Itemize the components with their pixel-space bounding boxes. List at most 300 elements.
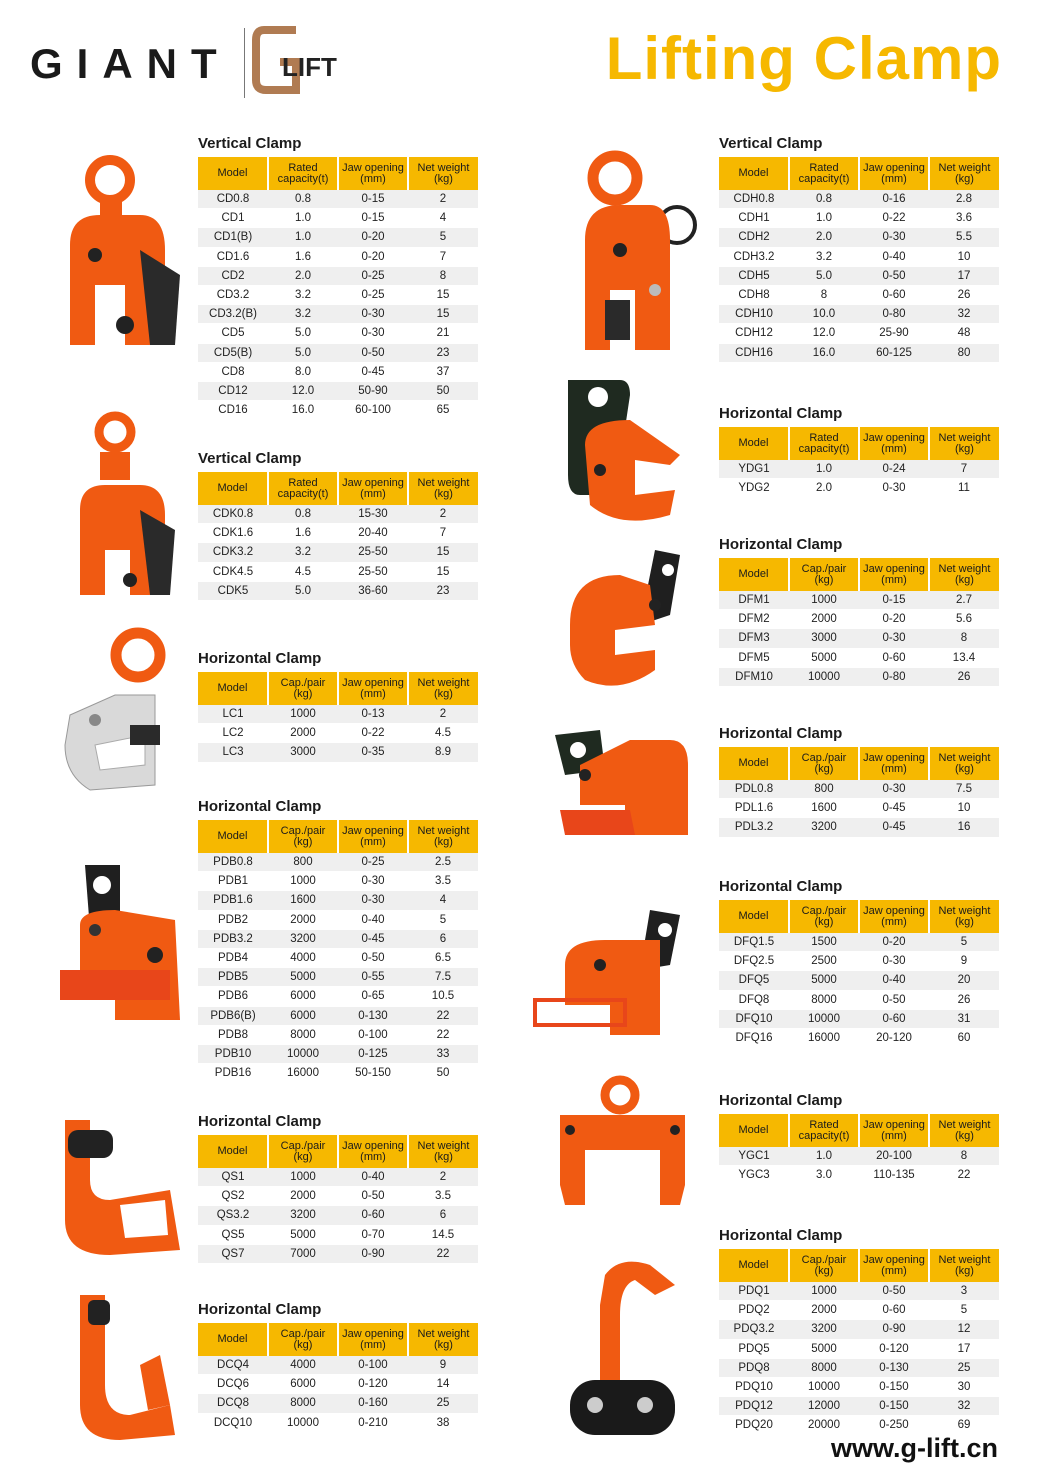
table-cell: 3.5: [408, 872, 478, 891]
table-cell: 6: [408, 1206, 478, 1225]
clamp-ygc-image: [550, 1075, 695, 1210]
table-cell: CD16: [198, 401, 268, 420]
table-cell: DFQ10: [719, 1009, 789, 1028]
table-cell: 3.5: [408, 1187, 478, 1206]
table-row: [198, 743, 478, 762]
table-cell: DCQ6: [198, 1375, 268, 1394]
table-cell: DCQ10: [198, 1413, 268, 1432]
table-cell: QS7: [198, 1244, 268, 1263]
section-lc: [198, 650, 478, 763]
column-header: Rated capacity(t): [789, 157, 859, 190]
column-header: Net weight (kg): [929, 427, 999, 460]
table-header-row: [198, 472, 478, 505]
spec-table: [719, 1114, 999, 1185]
table-cell: 16: [929, 818, 999, 837]
table-cell: CDH3.2: [719, 247, 789, 266]
table-cell: 0-50: [338, 343, 408, 362]
table-cell: LC1: [198, 705, 268, 724]
column-header: Jaw opening (mm): [859, 1249, 929, 1282]
section-dcq: [198, 1301, 478, 1433]
table-cell: 65: [408, 401, 478, 420]
table-cell: 22: [929, 1166, 999, 1185]
clamp-dcq-image: [70, 1285, 185, 1445]
column-header: Model: [719, 1114, 789, 1147]
table-cell: DFM3: [719, 629, 789, 648]
table-row: [719, 324, 999, 343]
table-cell: PDB6(B): [198, 1006, 268, 1025]
table-cell: 0-50: [859, 1282, 929, 1301]
table-cell: 20-120: [859, 1028, 929, 1047]
table-cell: 32: [929, 1397, 999, 1416]
table-cell: 0-24: [859, 460, 929, 479]
table-cell: QS3.2: [198, 1206, 268, 1225]
table-row: [719, 343, 999, 362]
table-cell: CDH12: [719, 324, 789, 343]
table-cell: 2.0: [789, 228, 859, 247]
table-row: [198, 1356, 478, 1375]
table-cell: 16.0: [789, 343, 859, 362]
table-cell: PDL3.2: [719, 818, 789, 837]
table-row: [719, 285, 999, 304]
table-row: [719, 818, 999, 837]
table-cell: 3.2: [789, 247, 859, 266]
column-header: Rated capacity(t): [268, 157, 338, 190]
table-cell: 4: [408, 209, 478, 228]
table-cell: 1.0: [789, 209, 859, 228]
table-cell: PDB4: [198, 948, 268, 967]
table-row: [198, 1413, 478, 1432]
table-cell: 6000: [268, 1006, 338, 1025]
table-cell: 23: [408, 343, 478, 362]
section-title: Horizontal Clamp: [198, 650, 322, 667]
table-cell: 3200: [789, 1320, 859, 1339]
table-cell: 32: [929, 305, 999, 324]
table-row: [198, 505, 478, 524]
table-row: [198, 247, 478, 266]
column-header: Net weight (kg): [929, 558, 999, 591]
table-cell: 0-65: [338, 987, 408, 1006]
table-cell: 2: [408, 705, 478, 724]
column-header: Cap./pair (kg): [268, 1323, 338, 1356]
table-cell: 21: [408, 324, 478, 343]
column-header: Net weight (kg): [408, 157, 478, 190]
table-cell: CD5: [198, 324, 268, 343]
table-cell: 9: [929, 952, 999, 971]
table-cell: 25-50: [338, 562, 408, 581]
spec-table: [719, 900, 999, 1048]
table-cell: 0.8: [789, 190, 859, 209]
column-header: Model: [719, 747, 789, 780]
table-cell: 2: [408, 1168, 478, 1187]
table-cell: 8: [408, 266, 478, 285]
table-cell: 0-30: [338, 305, 408, 324]
table-header-row: [719, 747, 999, 780]
table-row: [198, 1044, 478, 1063]
table-cell: PDB2: [198, 910, 268, 929]
table-cell: 60-100: [338, 401, 408, 420]
table-cell: 0-70: [338, 1225, 408, 1244]
column-header: Net weight (kg): [408, 1323, 478, 1356]
table-row: [198, 1187, 478, 1206]
table-cell: 7: [408, 247, 478, 266]
spec-table: [198, 1135, 478, 1264]
table-cell: 3200: [268, 1206, 338, 1225]
table-cell: DFQ8: [719, 990, 789, 1009]
table-row: [198, 910, 478, 929]
column-header: Rated capacity(t): [268, 472, 338, 505]
table-row: [719, 305, 999, 324]
spec-table: [198, 820, 478, 1083]
table-row: [198, 968, 478, 987]
table-cell: 5: [929, 1301, 999, 1320]
table-cell: 4000: [268, 948, 338, 967]
table-cell: 0-25: [338, 266, 408, 285]
table-cell: 15: [408, 543, 478, 562]
table-cell: 0-50: [338, 1187, 408, 1206]
table-row: [198, 987, 478, 1006]
table-cell: CD1.6: [198, 247, 268, 266]
table-header-row: [198, 820, 478, 853]
table-cell: PDB1.6: [198, 891, 268, 910]
table-cell: 25: [929, 1358, 999, 1377]
table-cell: 0.8: [268, 190, 338, 209]
column-header: Jaw opening (mm): [859, 558, 929, 591]
clamp-pdq-image: [560, 1255, 690, 1445]
table-cell: PDQ3.2: [719, 1320, 789, 1339]
table-cell: 2500: [789, 952, 859, 971]
table-cell: 2000: [268, 1187, 338, 1206]
spec-table: [719, 427, 999, 498]
table-row: [198, 524, 478, 543]
table-cell: PDB8: [198, 1025, 268, 1044]
table-cell: 15: [408, 285, 478, 304]
table-cell: 1000: [789, 591, 859, 610]
clamp-dfm-image: [560, 545, 695, 695]
table-cell: PDL1.6: [719, 799, 789, 818]
table-cell: 0-22: [338, 724, 408, 743]
column-header: Net weight (kg): [929, 747, 999, 780]
table-row: [719, 1377, 999, 1396]
table-cell: 800: [268, 853, 338, 872]
table-cell: 8000: [789, 1358, 859, 1377]
table-row: [198, 1064, 478, 1083]
table-cell: 8.0: [268, 362, 338, 381]
column-header: Cap./pair (kg): [268, 672, 338, 705]
table-row: [198, 1206, 478, 1225]
table-cell: 1000: [268, 872, 338, 891]
table-cell: CDH2: [719, 228, 789, 247]
table-cell: 0-20: [859, 933, 929, 952]
column-header: Model: [198, 820, 268, 853]
table-header-row: [719, 427, 999, 460]
table-cell: 8: [929, 1147, 999, 1166]
column-header: Net weight (kg): [929, 157, 999, 190]
table-row: [719, 190, 999, 209]
website-url: www.g-lift.cn: [831, 1433, 998, 1463]
table-cell: 2000: [789, 610, 859, 629]
table-cell: 15: [408, 305, 478, 324]
table-cell: DFM2: [719, 610, 789, 629]
column-header: Jaw opening (mm): [338, 1323, 408, 1356]
column-header: Jaw opening (mm): [338, 157, 408, 190]
table-row: [198, 190, 478, 209]
table-cell: 0-30: [859, 780, 929, 799]
table-cell: DFQ16: [719, 1028, 789, 1047]
table-cell: 0-130: [859, 1358, 929, 1377]
table-row: [719, 610, 999, 629]
table-cell: 6000: [268, 987, 338, 1006]
table-row: [719, 1301, 999, 1320]
table-cell: DFM1: [719, 591, 789, 610]
table-cell: 3: [929, 1282, 999, 1301]
table-cell: YGC3: [719, 1166, 789, 1185]
table-cell: 8000: [789, 990, 859, 1009]
table-cell: 0-120: [338, 1375, 408, 1394]
table-cell: 0-150: [859, 1397, 929, 1416]
column-header: Rated capacity(t): [789, 427, 859, 460]
table-cell: 1.6: [268, 247, 338, 266]
table-row: [198, 724, 478, 743]
spec-table: [719, 558, 999, 687]
spec-table: [198, 157, 478, 420]
clamp-cdh-image: [575, 150, 705, 360]
table-row: [198, 305, 478, 324]
table-row: [719, 479, 999, 498]
table-cell: 0-30: [859, 952, 929, 971]
table-cell: 0-20: [859, 610, 929, 629]
table-cell: 0-30: [859, 479, 929, 498]
table-row: [719, 952, 999, 971]
spec-table: [719, 1249, 999, 1436]
page-title: Lifting Clamp: [605, 25, 1002, 92]
table-cell: QS5: [198, 1225, 268, 1244]
table-cell: 22: [408, 1244, 478, 1263]
table-cell: PDQ10: [719, 1377, 789, 1396]
section-dfq: [719, 878, 999, 1048]
table-row: [198, 285, 478, 304]
section-pdl: [719, 725, 999, 838]
table-cell: 31: [929, 1009, 999, 1028]
column-header: Model: [198, 472, 268, 505]
table-cell: 0-50: [338, 948, 408, 967]
table-row: [719, 1358, 999, 1377]
column-header: Net weight (kg): [408, 820, 478, 853]
table-header-row: [719, 157, 999, 190]
table-header-row: [198, 157, 478, 190]
table-cell: 3.2: [268, 285, 338, 304]
table-row: [719, 209, 999, 228]
table-cell: 2: [408, 505, 478, 524]
table-header-row: [719, 1114, 999, 1147]
table-row: [198, 1394, 478, 1413]
table-cell: 5000: [789, 1339, 859, 1358]
column-header: Model: [198, 672, 268, 705]
table-cell: 15: [408, 562, 478, 581]
table-cell: 0-30: [859, 228, 929, 247]
table-cell: YGC1: [719, 1147, 789, 1166]
table-row: [198, 705, 478, 724]
table-cell: 23: [408, 581, 478, 600]
column-header: Cap./pair (kg): [789, 1249, 859, 1282]
column-header: Jaw opening (mm): [338, 1135, 408, 1168]
table-row: [198, 929, 478, 948]
table-row: [719, 247, 999, 266]
table-cell: 25-50: [338, 543, 408, 562]
table-cell: CDK3.2: [198, 543, 268, 562]
table-cell: 9: [408, 1356, 478, 1375]
table-cell: PDQ1: [719, 1282, 789, 1301]
table-cell: 0-30: [338, 324, 408, 343]
table-cell: 0-20: [338, 247, 408, 266]
table-cell: 0-50: [859, 266, 929, 285]
table-cell: CDK4.5: [198, 562, 268, 581]
table-cell: 5.0: [268, 324, 338, 343]
table-cell: 0-45: [859, 799, 929, 818]
clamp-cdk-image: [70, 410, 180, 605]
table-cell: DCQ4: [198, 1356, 268, 1375]
table-cell: 0-25: [338, 285, 408, 304]
table-cell: 110-135: [859, 1166, 929, 1185]
table-cell: 1.6: [268, 524, 338, 543]
table-cell: 5.6: [929, 610, 999, 629]
table-cell: 2000: [268, 724, 338, 743]
table-cell: 7.5: [408, 968, 478, 987]
table-row: [719, 1147, 999, 1166]
section-pdb: [198, 798, 478, 1083]
clamp-pdb-image: [55, 860, 185, 1020]
table-row: [719, 1028, 999, 1047]
table-row: [198, 1168, 478, 1187]
table-row: [198, 401, 478, 420]
table-row: [719, 799, 999, 818]
section-title: Horizontal Clamp: [198, 1113, 322, 1130]
table-cell: CD3.2: [198, 285, 268, 304]
table-cell: 1600: [268, 891, 338, 910]
section-title: Vertical Clamp: [719, 135, 823, 152]
table-cell: 1.0: [789, 1147, 859, 1166]
table-cell: 20-100: [859, 1147, 929, 1166]
table-cell: 33: [408, 1044, 478, 1063]
table-cell: 0-15: [338, 190, 408, 209]
table-cell: CDH1: [719, 209, 789, 228]
table-cell: 0-90: [338, 1244, 408, 1263]
table-cell: CD0.8: [198, 190, 268, 209]
table-row: [719, 1339, 999, 1358]
table-row: [719, 1166, 999, 1185]
table-cell: 5000: [268, 968, 338, 987]
table-cell: 0-125: [338, 1044, 408, 1063]
table-row: [198, 228, 478, 247]
column-header: Net weight (kg): [929, 900, 999, 933]
table-cell: 22: [408, 1006, 478, 1025]
table-cell: 2: [408, 190, 478, 209]
table-cell: DFQ5: [719, 971, 789, 990]
table-cell: 16.0: [268, 401, 338, 420]
table-row: [198, 1244, 478, 1263]
section-ygc: [719, 1092, 999, 1185]
table-cell: 12000: [789, 1397, 859, 1416]
table-row: [198, 1025, 478, 1044]
table-cell: 0-100: [338, 1025, 408, 1044]
clamp-dfq-image: [530, 905, 695, 1045]
column-header: Jaw opening (mm): [338, 672, 408, 705]
table-cell: DCQ8: [198, 1394, 268, 1413]
table-cell: 10000: [789, 1377, 859, 1396]
table-cell: 13.4: [929, 648, 999, 667]
column-header: Model: [719, 427, 789, 460]
table-row: [719, 780, 999, 799]
table-cell: 0-40: [338, 1168, 408, 1187]
table-row: [198, 1375, 478, 1394]
table-cell: 0-16: [859, 190, 929, 209]
column-header: Jaw opening (mm): [859, 900, 929, 933]
table-cell: PDQ2: [719, 1301, 789, 1320]
table-cell: 4.5: [408, 724, 478, 743]
section-ydg: [719, 405, 999, 498]
table-cell: 22: [408, 1025, 478, 1044]
table-cell: 1.0: [268, 228, 338, 247]
table-cell: CDK0.8: [198, 505, 268, 524]
table-row: [719, 648, 999, 667]
table-cell: 0-15: [859, 591, 929, 610]
table-cell: 12.0: [789, 324, 859, 343]
table-cell: 2000: [789, 1301, 859, 1320]
table-cell: 2.0: [268, 266, 338, 285]
column-header: Model: [719, 157, 789, 190]
table-cell: 1.0: [789, 460, 859, 479]
table-cell: CD1(B): [198, 228, 268, 247]
table-cell: 8.9: [408, 743, 478, 762]
table-cell: 50-150: [338, 1064, 408, 1083]
section-title: Horizontal Clamp: [198, 1301, 322, 1318]
table-cell: CD8: [198, 362, 268, 381]
section-title: Horizontal Clamp: [719, 1227, 843, 1244]
table-cell: 17: [929, 266, 999, 285]
table-cell: 0-60: [859, 1301, 929, 1320]
table-header-row: [198, 1135, 478, 1168]
column-header: Jaw opening (mm): [859, 157, 929, 190]
table-cell: PDB3.2: [198, 929, 268, 948]
table-row: [719, 933, 999, 952]
table-cell: 1000: [268, 1168, 338, 1187]
table-cell: 0-45: [338, 362, 408, 381]
table-cell: PDB10: [198, 1044, 268, 1063]
table-row: [198, 324, 478, 343]
table-cell: 0-130: [338, 1006, 408, 1025]
table-row: [719, 460, 999, 479]
table-cell: 5: [408, 910, 478, 929]
table-cell: 2.5: [408, 853, 478, 872]
section-title: Horizontal Clamp: [719, 1092, 843, 1109]
table-cell: 1000: [789, 1282, 859, 1301]
section-pdq: [719, 1227, 999, 1436]
table-cell: 5.0: [789, 266, 859, 285]
table-cell: PDQ8: [719, 1358, 789, 1377]
table-cell: 5000: [789, 971, 859, 990]
table-header-row: [719, 1249, 999, 1282]
table-row: [719, 1009, 999, 1028]
table-cell: 0-80: [859, 667, 929, 686]
spec-table: [719, 747, 999, 838]
table-row: [719, 629, 999, 648]
table-row: [198, 562, 478, 581]
table-cell: 20000: [789, 1416, 859, 1435]
table-cell: 0-60: [859, 648, 929, 667]
table-row: [198, 543, 478, 562]
table-cell: 0-45: [859, 818, 929, 837]
table-cell: CDH10: [719, 305, 789, 324]
section-title: Vertical Clamp: [198, 450, 302, 467]
